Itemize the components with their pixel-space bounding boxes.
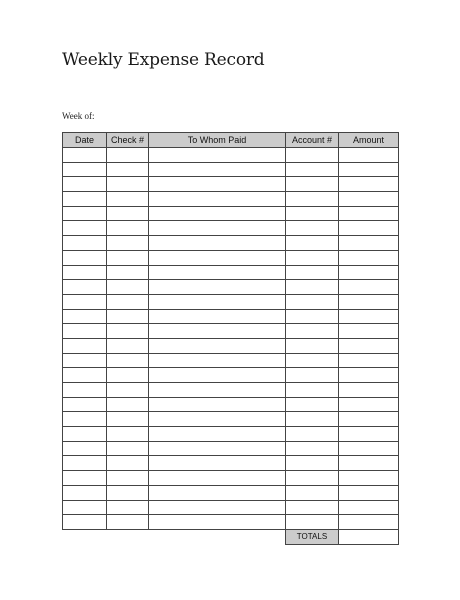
- check-cell[interactable]: [107, 309, 149, 324]
- to-whom-paid-cell[interactable]: [149, 353, 286, 368]
- table-row: [63, 500, 399, 515]
- amount-cell[interactable]: [339, 265, 399, 280]
- check-cell[interactable]: [107, 206, 149, 221]
- to-whom-paid-cell[interactable]: [149, 456, 286, 471]
- to-whom-paid-cell[interactable]: [149, 294, 286, 309]
- table-row: [63, 412, 399, 427]
- to-whom-paid-cell[interactable]: [149, 177, 286, 192]
- table-row: [63, 236, 399, 251]
- date-cell[interactable]: [63, 338, 107, 353]
- column-header-check: Check #: [107, 133, 149, 148]
- amount-cell[interactable]: [339, 397, 399, 412]
- to-whom-paid-cell[interactable]: [149, 441, 286, 456]
- date-cell[interactable]: [63, 383, 107, 398]
- to-whom-paid-cell[interactable]: [149, 427, 286, 442]
- to-whom-paid-cell[interactable]: [149, 206, 286, 221]
- account-cell[interactable]: [286, 280, 339, 295]
- check-cell[interactable]: [107, 221, 149, 236]
- amount-cell[interactable]: [339, 471, 399, 486]
- amount-cell[interactable]: [339, 280, 399, 295]
- check-cell[interactable]: [107, 265, 149, 280]
- date-cell[interactable]: [63, 485, 107, 500]
- account-cell[interactable]: [286, 383, 339, 398]
- check-cell[interactable]: [107, 177, 149, 192]
- to-whom-paid-cell[interactable]: [149, 221, 286, 236]
- table-row: [63, 471, 399, 486]
- account-cell[interactable]: [286, 485, 339, 500]
- check-cell[interactable]: [107, 412, 149, 427]
- to-whom-paid-cell[interactable]: [149, 383, 286, 398]
- to-whom-paid-cell[interactable]: [149, 500, 286, 515]
- check-cell[interactable]: [107, 383, 149, 398]
- table-row: [63, 324, 399, 339]
- account-cell[interactable]: [286, 397, 339, 412]
- table-row: [63, 485, 399, 500]
- amount-cell[interactable]: [339, 427, 399, 442]
- to-whom-paid-cell[interactable]: [149, 148, 286, 163]
- amount-cell[interactable]: [339, 338, 399, 353]
- to-whom-paid-cell[interactable]: [149, 265, 286, 280]
- date-cell[interactable]: [63, 206, 107, 221]
- table-row: [63, 148, 399, 163]
- to-whom-paid-cell[interactable]: [149, 368, 286, 383]
- expense-table: [62, 132, 399, 530]
- account-cell[interactable]: [286, 441, 339, 456]
- amount-cell[interactable]: [339, 441, 399, 456]
- to-whom-paid-cell[interactable]: [149, 471, 286, 486]
- account-cell[interactable]: [286, 294, 339, 309]
- amount-cell[interactable]: [339, 309, 399, 324]
- date-cell[interactable]: [63, 162, 107, 177]
- check-cell[interactable]: [107, 441, 149, 456]
- account-cell[interactable]: [286, 309, 339, 324]
- check-cell[interactable]: [107, 456, 149, 471]
- table-row: [63, 250, 399, 265]
- table-row: [63, 338, 399, 353]
- check-cell[interactable]: [107, 515, 149, 530]
- table-row: [63, 280, 399, 295]
- check-cell[interactable]: [107, 471, 149, 486]
- date-cell[interactable]: [63, 397, 107, 412]
- amount-cell[interactable]: [339, 456, 399, 471]
- check-cell[interactable]: [107, 294, 149, 309]
- date-cell[interactable]: [63, 221, 107, 236]
- expense-body: [63, 148, 399, 530]
- header-row: [63, 133, 399, 148]
- check-cell[interactable]: [107, 162, 149, 177]
- to-whom-paid-cell[interactable]: [149, 236, 286, 251]
- date-cell[interactable]: [63, 412, 107, 427]
- check-cell[interactable]: [107, 368, 149, 383]
- account-cell[interactable]: [286, 265, 339, 280]
- check-cell[interactable]: [107, 485, 149, 500]
- check-cell[interactable]: [107, 148, 149, 163]
- date-cell[interactable]: [63, 324, 107, 339]
- totals-row: [286, 530, 399, 545]
- date-cell[interactable]: [63, 441, 107, 456]
- account-cell[interactable]: [286, 324, 339, 339]
- amount-cell[interactable]: [339, 353, 399, 368]
- column-header-date: Date: [63, 133, 107, 148]
- table-row: [63, 177, 399, 192]
- table-row: [63, 265, 399, 280]
- table-row: [63, 206, 399, 221]
- account-cell[interactable]: [286, 221, 339, 236]
- to-whom-paid-cell[interactable]: [149, 412, 286, 427]
- account-cell[interactable]: [286, 162, 339, 177]
- account-cell[interactable]: [286, 206, 339, 221]
- account-cell[interactable]: [286, 236, 339, 251]
- to-whom-paid-cell[interactable]: [149, 309, 286, 324]
- date-cell[interactable]: [63, 177, 107, 192]
- account-cell[interactable]: [286, 353, 339, 368]
- amount-cell[interactable]: [339, 177, 399, 192]
- date-cell[interactable]: [63, 353, 107, 368]
- date-cell[interactable]: [63, 515, 107, 530]
- table-row: [63, 383, 399, 398]
- check-cell[interactable]: [107, 397, 149, 412]
- amount-cell[interactable]: [339, 250, 399, 265]
- amount-cell[interactable]: [339, 324, 399, 339]
- table-row: [63, 441, 399, 456]
- check-cell[interactable]: [107, 500, 149, 515]
- table-row: [63, 368, 399, 383]
- date-cell[interactable]: [63, 192, 107, 207]
- table-row: [63, 192, 399, 207]
- amount-cell[interactable]: [339, 515, 399, 530]
- column-header-amount: Amount: [339, 133, 399, 148]
- amount-cell[interactable]: [339, 221, 399, 236]
- date-cell[interactable]: [63, 294, 107, 309]
- amount-cell[interactable]: [339, 485, 399, 500]
- table-row: [63, 515, 399, 530]
- amount-cell[interactable]: [339, 162, 399, 177]
- page-title: Weekly Expense Record: [62, 50, 265, 70]
- amount-cell[interactable]: [339, 236, 399, 251]
- amount-cell[interactable]: [339, 148, 399, 163]
- account-cell[interactable]: [286, 471, 339, 486]
- table-row: [63, 397, 399, 412]
- check-cell[interactable]: [107, 250, 149, 265]
- to-whom-paid-cell[interactable]: [149, 338, 286, 353]
- check-cell[interactable]: [107, 236, 149, 251]
- totals-table: [285, 529, 399, 545]
- totals-label: TOTALS: [286, 530, 339, 545]
- date-cell[interactable]: [63, 309, 107, 324]
- account-cell[interactable]: [286, 500, 339, 515]
- account-cell[interactable]: [286, 456, 339, 471]
- date-cell[interactable]: [63, 250, 107, 265]
- date-cell[interactable]: [63, 500, 107, 515]
- week-of-label: Week of:: [62, 111, 95, 121]
- amount-cell[interactable]: [339, 294, 399, 309]
- date-cell[interactable]: [63, 427, 107, 442]
- amount-cell[interactable]: [339, 500, 399, 515]
- amount-cell[interactable]: [339, 192, 399, 207]
- account-cell[interactable]: [286, 427, 339, 442]
- account-cell[interactable]: [286, 412, 339, 427]
- table-row: [63, 427, 399, 442]
- check-cell[interactable]: [107, 338, 149, 353]
- date-cell[interactable]: [63, 236, 107, 251]
- date-cell[interactable]: [63, 280, 107, 295]
- to-whom-paid-cell[interactable]: [149, 280, 286, 295]
- to-whom-paid-cell[interactable]: [149, 515, 286, 530]
- check-cell[interactable]: [107, 353, 149, 368]
- account-cell[interactable]: [286, 177, 339, 192]
- amount-cell[interactable]: [339, 383, 399, 398]
- table-row: [63, 162, 399, 177]
- check-cell[interactable]: [107, 427, 149, 442]
- table-row: [63, 456, 399, 471]
- to-whom-paid-cell[interactable]: [149, 162, 286, 177]
- check-cell[interactable]: [107, 280, 149, 295]
- date-cell[interactable]: [63, 265, 107, 280]
- account-cell[interactable]: [286, 250, 339, 265]
- account-cell[interactable]: [286, 515, 339, 530]
- account-cell[interactable]: [286, 192, 339, 207]
- column-header-to-whom-paid: To Whom Paid: [149, 133, 286, 148]
- check-cell[interactable]: [107, 192, 149, 207]
- date-cell[interactable]: [63, 456, 107, 471]
- amount-cell[interactable]: [339, 206, 399, 221]
- date-cell[interactable]: [63, 368, 107, 383]
- amount-cell[interactable]: [339, 368, 399, 383]
- to-whom-paid-cell[interactable]: [149, 397, 286, 412]
- table-row: [63, 294, 399, 309]
- account-cell[interactable]: [286, 368, 339, 383]
- account-cell[interactable]: [286, 338, 339, 353]
- to-whom-paid-cell[interactable]: [149, 324, 286, 339]
- totals-amount-cell[interactable]: [339, 530, 399, 545]
- check-cell[interactable]: [107, 324, 149, 339]
- column-header-account: Account #: [286, 133, 339, 148]
- to-whom-paid-cell[interactable]: [149, 192, 286, 207]
- table-row: [63, 309, 399, 324]
- to-whom-paid-cell[interactable]: [149, 250, 286, 265]
- amount-cell[interactable]: [339, 412, 399, 427]
- date-cell[interactable]: [63, 148, 107, 163]
- to-whom-paid-cell[interactable]: [149, 485, 286, 500]
- table-row: [63, 221, 399, 236]
- table-row: [63, 353, 399, 368]
- account-cell[interactable]: [286, 148, 339, 163]
- date-cell[interactable]: [63, 471, 107, 486]
